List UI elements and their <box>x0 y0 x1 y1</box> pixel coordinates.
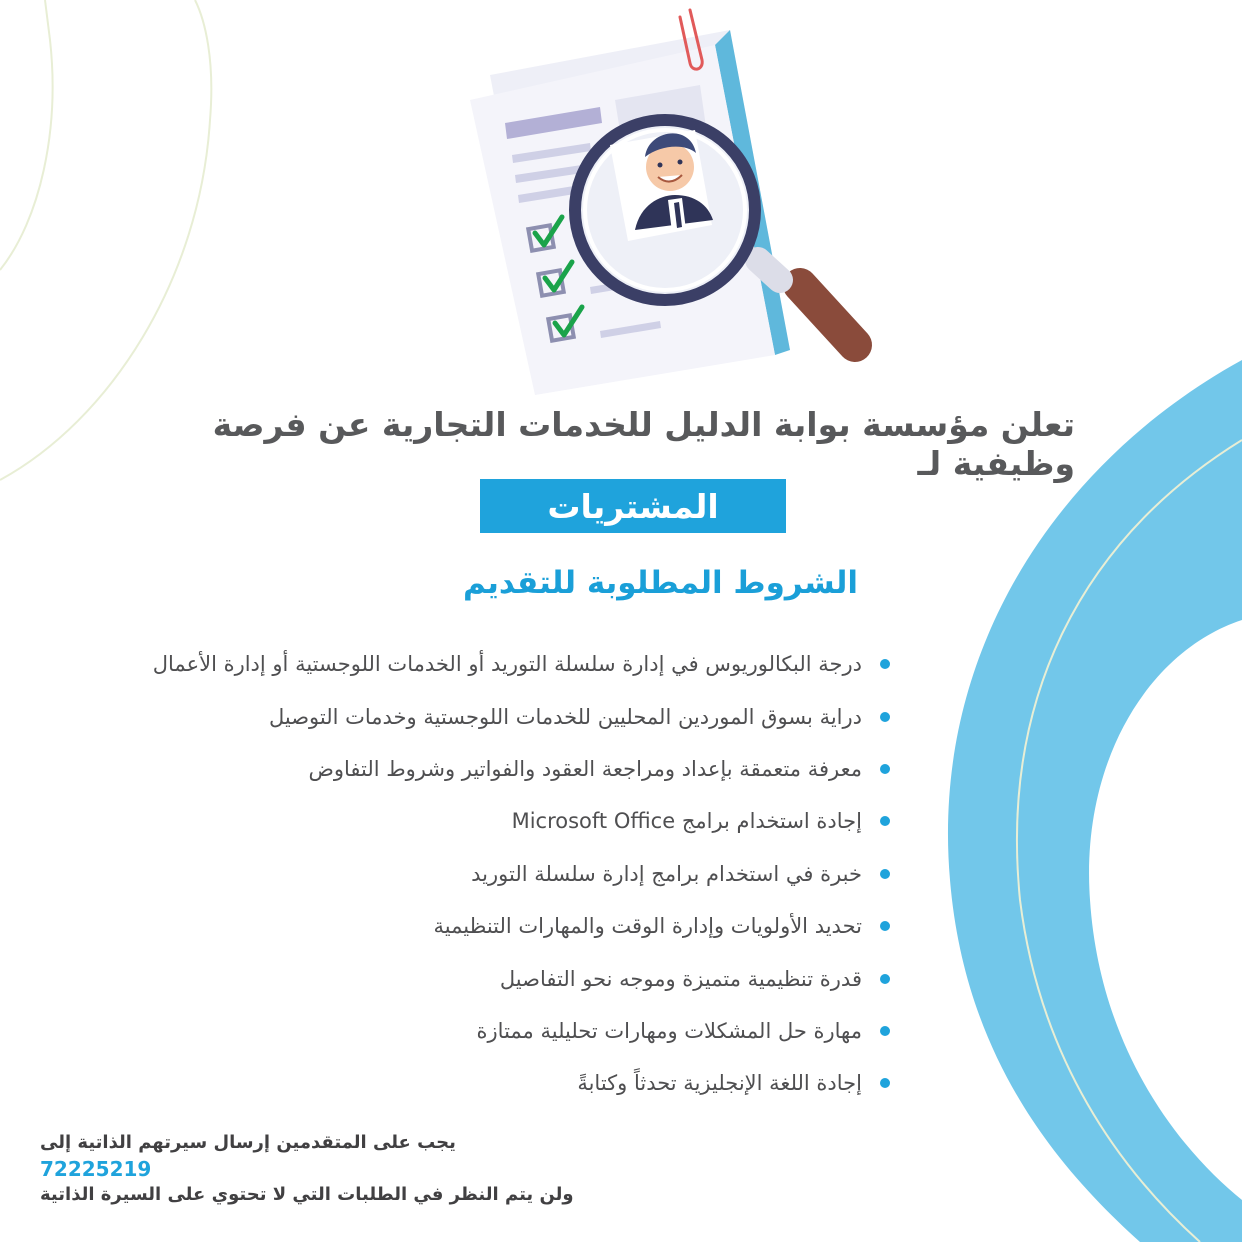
requirement-text: درجة البكالوريوس في إدارة سلسلة التوريد أو الخدمات اللوجستية أو إدارة الأعمال <box>152 652 862 677</box>
list-item <box>60 690 890 742</box>
list-item <box>60 638 890 690</box>
list-item <box>60 900 890 952</box>
bullet-dot-icon <box>880 712 890 722</box>
list-item <box>60 1057 890 1109</box>
list-item <box>60 795 890 847</box>
bullet-dot-icon <box>880 974 890 984</box>
requirements-list <box>60 638 890 1110</box>
requirement-text: معرفة متعمقة بإعداد ومراجعة العقود والفواتير وشروط التفاوض <box>308 756 862 781</box>
requirement-text: إجادة استخدام برامج Microsoft Office <box>511 809 862 834</box>
requirement-text: دراية بسوق الموردين المحليين للخدمات اللوجستية وخدمات التوصيل <box>268 704 862 729</box>
application-footer <box>40 1130 580 1208</box>
requirement-text: إجادة اللغة الإنجليزية تحدثاً وكتابةً <box>577 1071 862 1096</box>
list-item <box>60 952 890 1004</box>
bullet-dot-icon <box>880 659 890 669</box>
footer-note: ولن يتم النظر في الطلبات التي لا تحتوي على السيرة الذاتية <box>40 1184 574 1205</box>
announcement-headline: تعلن مؤسسة بوابة الدليل للخدمات التجارية عن فرصة وظيفية لـ <box>212 405 1075 483</box>
list-item <box>60 743 890 795</box>
job-title-badge <box>480 479 786 533</box>
bullet-dot-icon <box>880 764 890 774</box>
bullet-dot-icon <box>880 869 890 879</box>
requirement-text: تحديد الأولويات وإدارة الوقت والمهارات التنظيمية <box>433 914 862 939</box>
footer-instruction: يجب على المتقدمين إرسال سيرتهم الذاتية إلى <box>40 1132 456 1153</box>
bullet-dot-icon <box>880 1026 890 1036</box>
requirement-text: قدرة تنظيمية متميزة وموجه نحو التفاصيل <box>499 966 862 991</box>
list-item <box>60 848 890 900</box>
bullet-dot-icon <box>880 1078 890 1088</box>
cv-magnifier-illustration <box>450 5 890 400</box>
requirement-text: خبرة في استخدام برامج إدارة سلسلة التوريد <box>471 861 862 886</box>
requirements-title: الشروط المطلوبة للتقديم <box>462 565 858 601</box>
bullet-dot-icon <box>880 921 890 931</box>
job-title-text: المشتريات <box>547 486 719 526</box>
contact-phone[interactable]: 72225219 <box>40 1157 152 1181</box>
bullet-dot-icon <box>880 816 890 826</box>
requirement-text: مهارة حل المشكلات ومهارات تحليلية ممتازة <box>476 1018 862 1043</box>
list-item <box>60 1005 890 1057</box>
